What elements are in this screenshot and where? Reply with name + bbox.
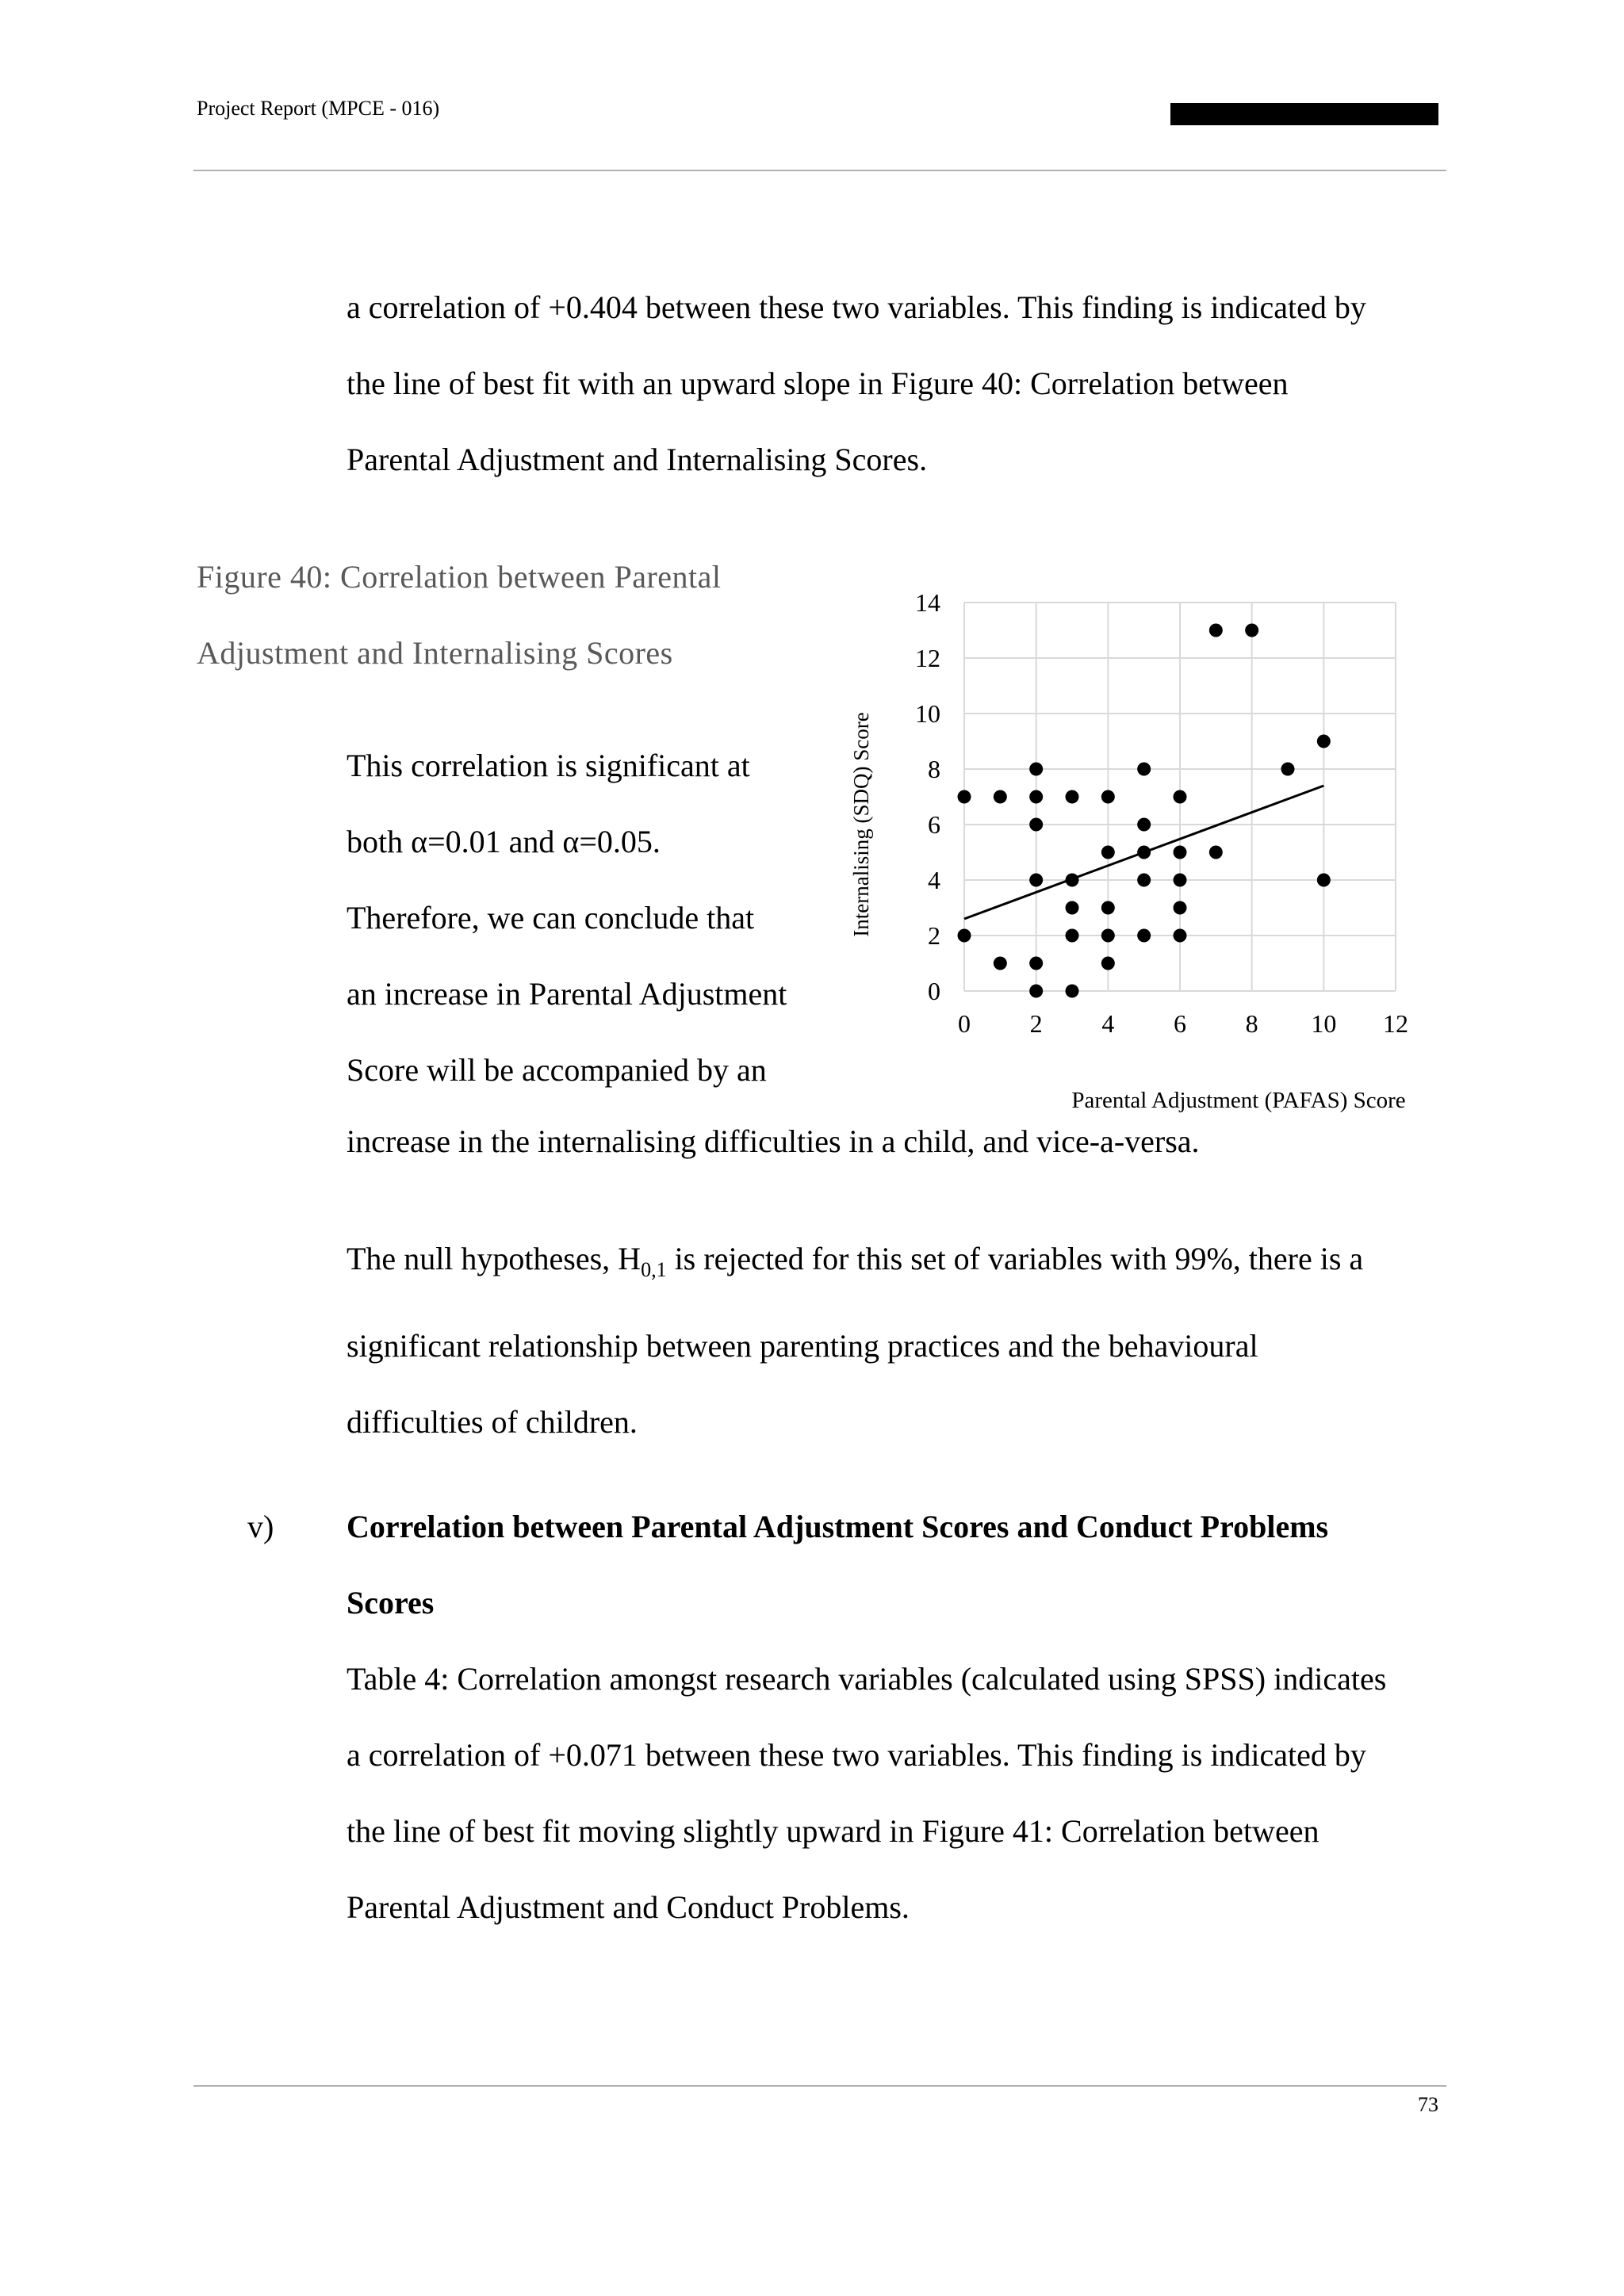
footer-divider xyxy=(193,2085,1446,2087)
null-line-1 xyxy=(347,1221,1457,1308)
chart-tick-labels xyxy=(915,588,1408,1038)
y-tick-label: 2 xyxy=(928,921,940,950)
x-tick-label: 12 xyxy=(1383,1009,1408,1038)
side-paragraph xyxy=(347,728,838,1108)
data-point xyxy=(1101,790,1115,804)
scatter-chart xyxy=(833,571,1435,1126)
figure-caption xyxy=(197,539,799,691)
data-point xyxy=(1066,929,1079,943)
data-point xyxy=(1066,874,1079,887)
data-point xyxy=(1174,846,1187,859)
side-line: This correlation is significant at xyxy=(347,748,750,783)
data-point xyxy=(1174,874,1187,887)
data-point xyxy=(1101,929,1115,943)
data-point xyxy=(1066,901,1079,915)
section-marker: v) xyxy=(247,1509,274,1544)
section-body xyxy=(347,1641,1473,1946)
data-point xyxy=(994,790,1007,804)
header-title: Project Report (MPCE - 016) xyxy=(197,97,440,120)
y-tick-label: 0 xyxy=(928,977,940,1005)
x-axis-label: Parental Adjustment (PAFAS) Score xyxy=(1071,1088,1406,1113)
data-point xyxy=(1137,763,1151,776)
y-tick-label: 12 xyxy=(915,644,940,672)
section-body-line: the line of best fit moving slightly upward in Figure 41: Correlation between xyxy=(347,1813,1320,1849)
data-point xyxy=(1029,818,1043,832)
data-point xyxy=(1066,985,1079,998)
x-tick-label: 6 xyxy=(1174,1009,1186,1038)
data-point xyxy=(1209,624,1223,637)
data-point xyxy=(1174,901,1187,915)
side-line: Therefore, we can conclude that xyxy=(347,900,755,936)
null-text-after: is rejected for this set of variables with 99%, there is a xyxy=(666,1241,1364,1276)
intro-paragraph xyxy=(347,270,1457,498)
y-tick-label: 10 xyxy=(915,699,940,728)
data-point xyxy=(958,790,971,804)
x-tick-label: 2 xyxy=(1029,1009,1043,1038)
y-axis-label: Internalising (SDQ) Score xyxy=(849,712,873,937)
data-point xyxy=(1101,901,1115,915)
data-point xyxy=(1029,985,1043,998)
side-line: an increase in Parental Adjustment xyxy=(347,976,787,1012)
data-point xyxy=(1029,874,1043,887)
x-tick-label: 4 xyxy=(1101,1009,1115,1038)
null-text-before: The null hypotheses, H xyxy=(347,1241,642,1276)
data-point xyxy=(1137,874,1151,887)
null-line-3: difficulties of children. xyxy=(347,1404,638,1440)
continuation-paragraph xyxy=(347,1104,1457,1180)
continuation-line: increase in the internalising difficulties in a child, and vice-a-versa. xyxy=(347,1123,1200,1159)
data-point xyxy=(1137,818,1151,832)
section-body-line: a correlation of +0.071 between these two variables. This finding is indicated by xyxy=(347,1737,1366,1773)
null-hypothesis-paragraph xyxy=(347,1221,1457,1460)
data-point xyxy=(994,957,1007,970)
section-heading-line: Scores xyxy=(347,1585,435,1621)
data-point xyxy=(1101,957,1115,970)
data-point xyxy=(1209,846,1223,859)
x-tick-label: 8 xyxy=(1245,1009,1258,1038)
section-heading-line: Correlation between Parental Adjustment Scores and Conduct Problems xyxy=(347,1509,1329,1544)
section-heading xyxy=(347,1489,1457,1641)
null-subscript: 0,1 xyxy=(641,1258,667,1281)
data-point xyxy=(1137,929,1151,943)
data-point xyxy=(1174,929,1187,943)
data-point xyxy=(1066,790,1079,804)
data-point xyxy=(1101,846,1115,859)
figure-caption-line: Figure 40: Correlation between Parental xyxy=(197,559,722,595)
data-point xyxy=(1281,763,1295,776)
figure-caption-line: Adjustment and Internalising Scores xyxy=(197,635,673,671)
side-line: Score will be accompanied by an xyxy=(347,1052,767,1088)
data-point xyxy=(1317,735,1331,748)
y-tick-label: 8 xyxy=(928,755,940,783)
intro-line: Parental Adjustment and Internalising Scores. xyxy=(347,442,928,477)
null-line-2: significant relationship between parenting practices and the behavioural xyxy=(347,1328,1258,1364)
data-point xyxy=(1029,957,1043,970)
data-point xyxy=(1029,763,1043,776)
data-point xyxy=(1174,790,1187,804)
data-point xyxy=(1029,790,1043,804)
side-line: both α=0.01 and α=0.05. xyxy=(347,824,661,859)
x-tick-label: 10 xyxy=(1311,1009,1337,1038)
header-divider xyxy=(193,170,1446,171)
y-tick-label: 4 xyxy=(928,866,940,894)
section-body-line: Parental Adjustment and Conduct Problems. xyxy=(347,1889,910,1925)
redaction-bar xyxy=(1170,103,1438,125)
intro-line: a correlation of +0.404 between these two variables. This finding is indicated by xyxy=(347,289,1366,325)
intro-line: the line of best fit with an upward slope in Figure 40: Correlation between xyxy=(347,365,1289,401)
data-point xyxy=(1245,624,1258,637)
page-number: 73 xyxy=(1418,2093,1438,2116)
data-point xyxy=(1137,846,1151,859)
chart-points xyxy=(958,624,1331,998)
y-tick-label: 6 xyxy=(928,810,940,839)
data-point xyxy=(1317,874,1331,887)
y-tick-label: 14 xyxy=(915,588,940,617)
x-tick-label: 0 xyxy=(958,1009,971,1038)
section-body-line: Table 4: Correlation amongst research variables (calculated using SPSS) indicates xyxy=(347,1661,1387,1697)
data-point xyxy=(958,929,971,943)
